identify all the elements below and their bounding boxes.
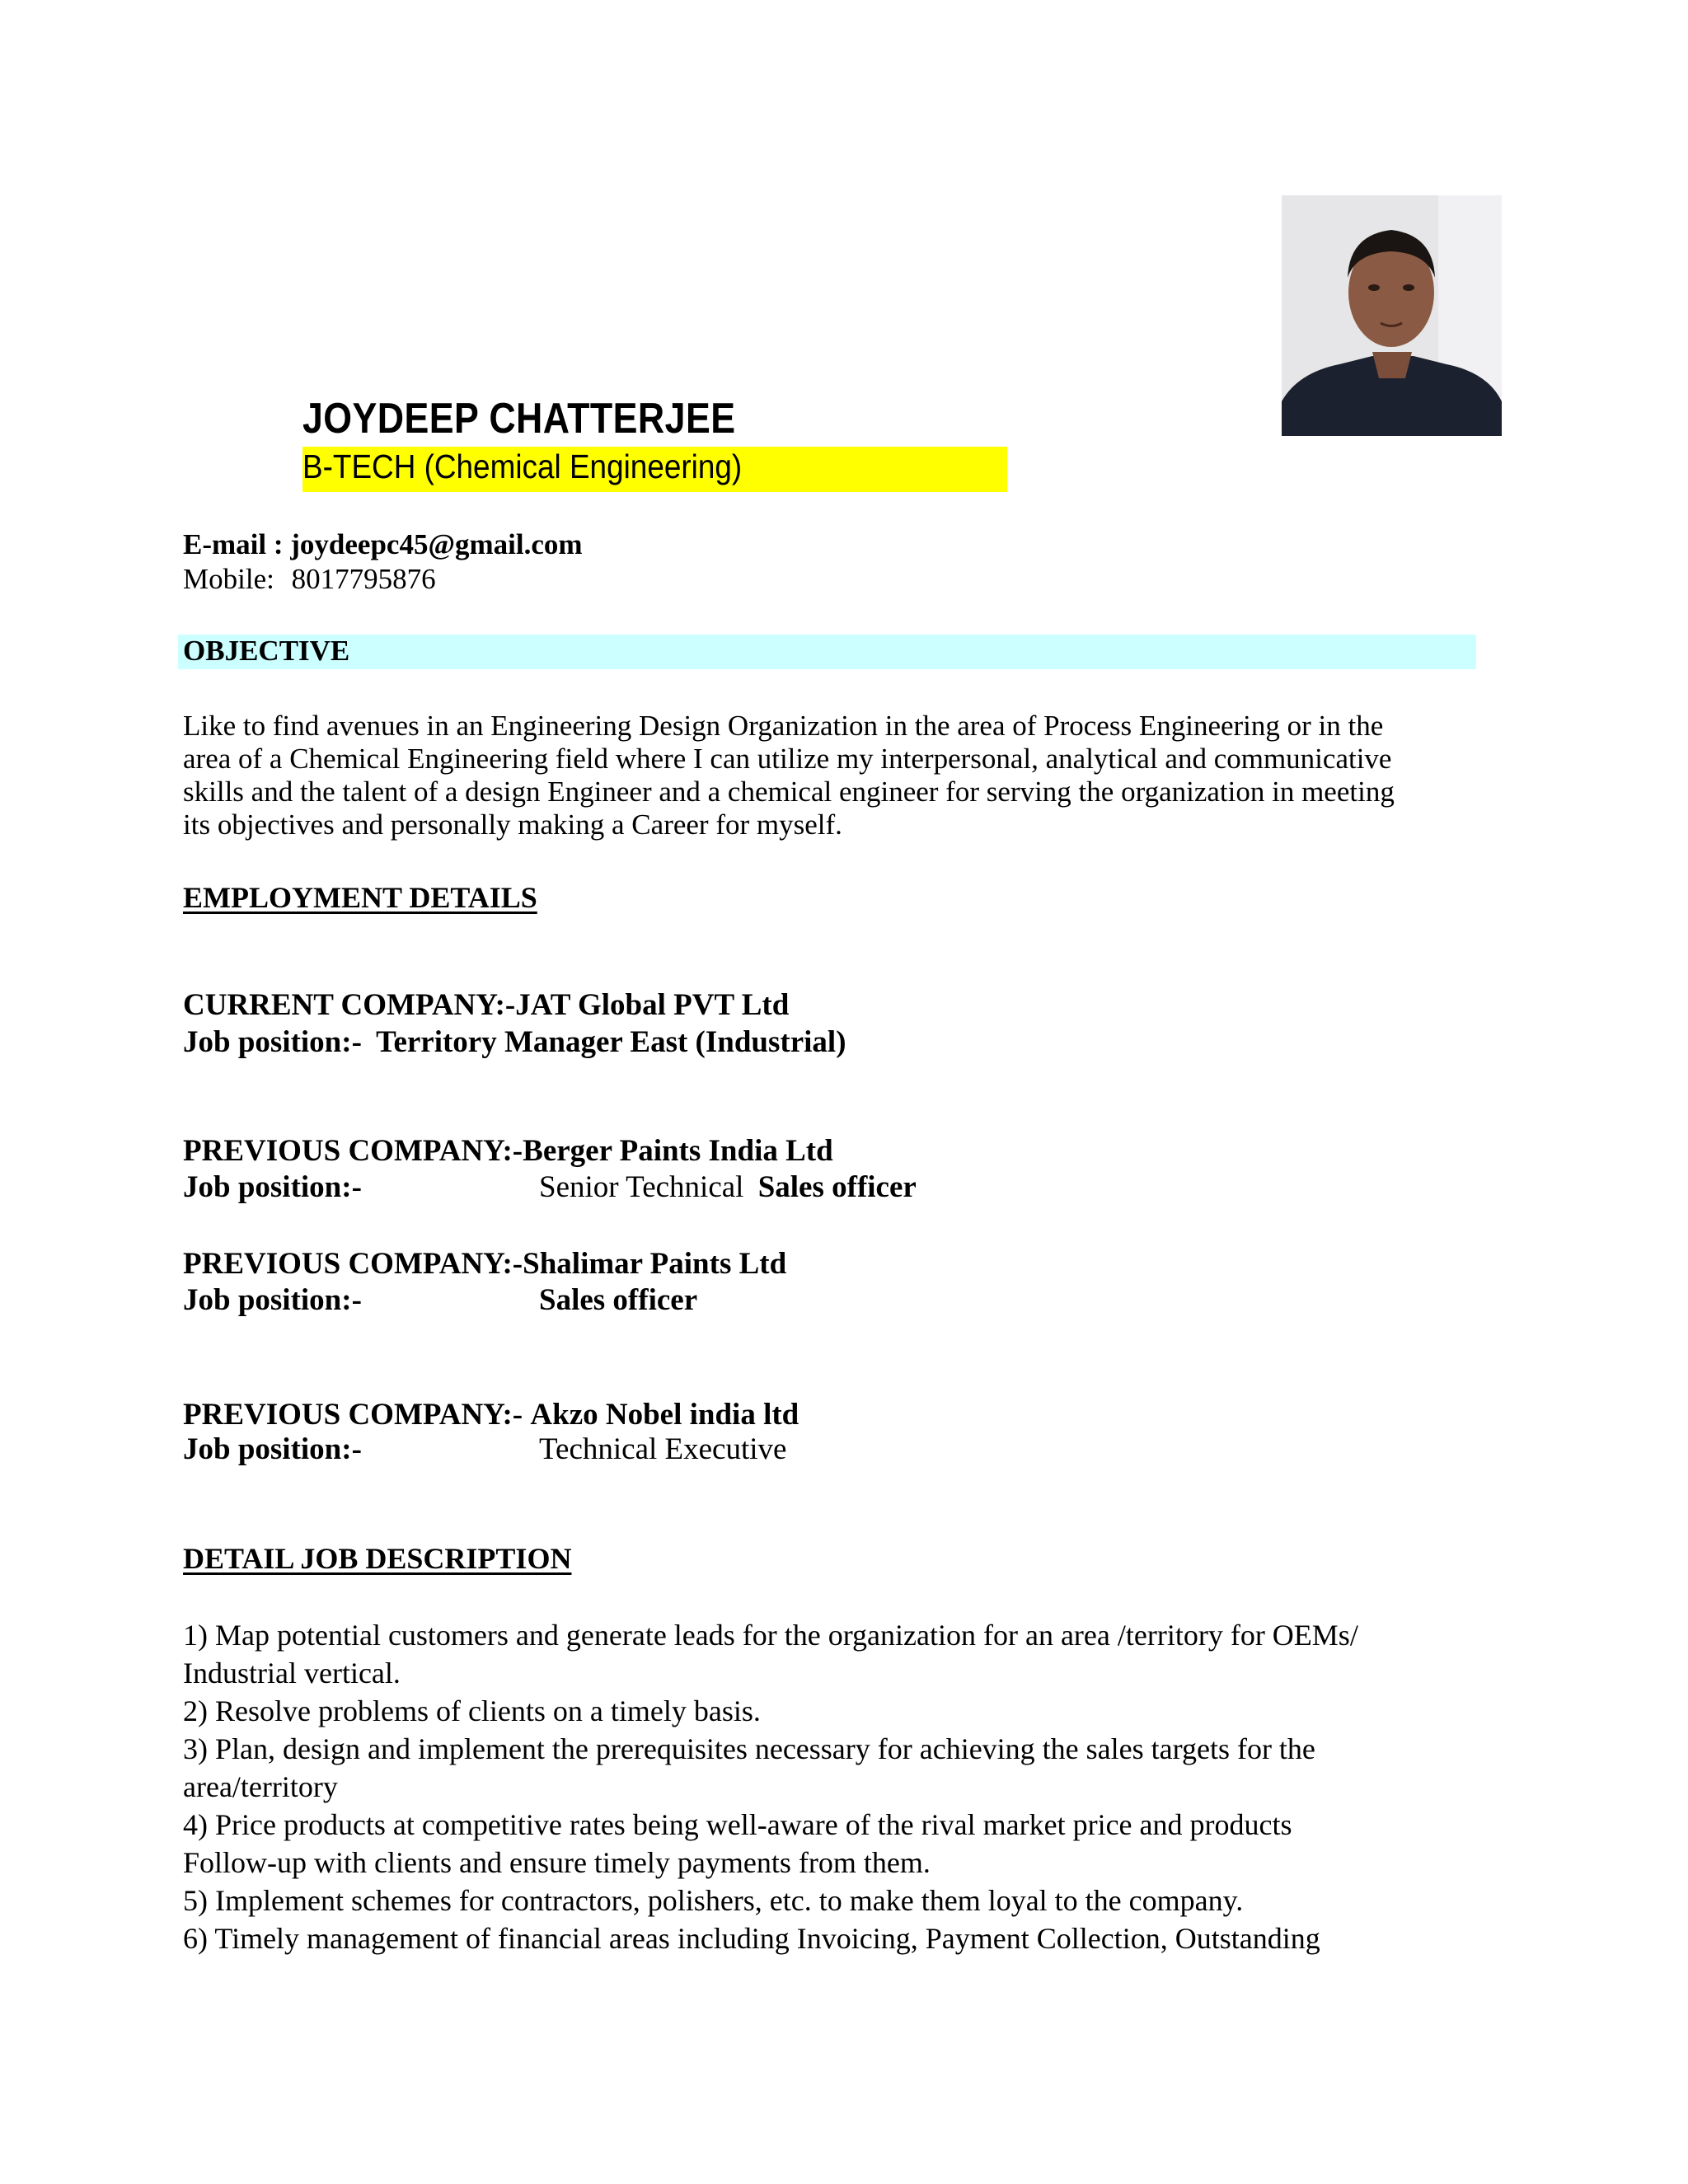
current-company-line — [183, 987, 789, 1023]
current-company-label: CURRENT COMPANY:- — [183, 988, 516, 1022]
job-description-line: 3) Plan, design and implement the prerequisites necessary for achieving the sales targets for the — [183, 1732, 1315, 1765]
job-description-line: 4) Price products at competitive rates being well-aware of the rival market price and products — [183, 1808, 1292, 1841]
mobile-value: 8017795876 — [291, 563, 436, 595]
job-description-line: 2) Resolve problems of clients on a timely basis. — [183, 1694, 761, 1727]
candidate-name: JOYDEEP CHATTERJEE — [302, 395, 736, 443]
job-description-line: 5) Implement schemes for contractors, polishers, etc. to make them loyal to the company. — [183, 1884, 1244, 1917]
degree-title: B-TECH (Chemical Engineering) — [302, 448, 743, 485]
previous-position-label: Job position:- — [183, 1283, 362, 1317]
email-line — [183, 528, 583, 561]
current-company-name: JAT Global PVT Ltd — [515, 988, 790, 1022]
previous-company-name: Akzo Nobel india ltd — [530, 1398, 799, 1432]
job-description-line: Follow-up with clients and ensure timely payments from them. — [183, 1846, 931, 1879]
employment-heading: EMPLOYMENT DETAILS — [183, 881, 537, 914]
email-label: E-mail : — [183, 528, 284, 560]
job-description-line: 1) Map potential customers and generate leads for the organization for an area /territory for OEMs/ — [183, 1619, 1358, 1652]
job-description-line: Industrial vertical. — [183, 1657, 401, 1690]
objective-line: skills and the talent of a design Engineer and a chemical engineer for serving the organization in meeting — [183, 776, 1395, 808]
previous-company-label: PREVIOUS COMPANY:- — [183, 1398, 523, 1432]
mobile-line — [183, 563, 436, 596]
previous-company-label: PREVIOUS COMPANY:- — [183, 1247, 523, 1281]
email-value[interactable]: joydeepc45@gmail.com — [290, 528, 583, 560]
objective-band — [178, 635, 1476, 669]
previous-company-line — [183, 1246, 786, 1282]
position-bold: Sales officer — [539, 1283, 698, 1317]
previous-company-name: Shalimar Paints Ltd — [523, 1247, 787, 1281]
previous-position-label: Job position:- — [183, 1170, 362, 1204]
position-regular: Senior Technical — [539, 1170, 744, 1204]
previous-position-label: Job position:- — [183, 1432, 362, 1466]
objective-line: its objectives and personally making a Career for myself. — [183, 808, 842, 841]
current-position-label: Job position:- — [183, 1025, 362, 1059]
job-description-line: area/territory — [183, 1770, 338, 1803]
previous-position — [539, 1169, 917, 1205]
current-position-line — [183, 1024, 846, 1060]
mobile-label: Mobile: — [183, 563, 274, 595]
previous-position — [539, 1282, 697, 1318]
job-description-line: 6) Timely management of financial areas including Invoicing, Payment Collection, Outstanding — [183, 1922, 1320, 1955]
profile-photo — [1282, 195, 1502, 436]
job-description-heading: DETAIL JOB DESCRIPTION — [183, 1542, 572, 1575]
objective-line: Like to find avenues in an Engineering Design Organization in the area of Process Engineering or in the — [183, 710, 1384, 742]
objective-line: area of a Chemical Engineering field where I can utilize my interpersonal, analytical and communicative — [183, 743, 1392, 775]
objective-heading: OBJECTIVE — [183, 635, 350, 667]
previous-company-name: Berger Paints India Ltd — [523, 1134, 833, 1168]
previous-company-line — [183, 1133, 833, 1169]
previous-company-line — [183, 1397, 799, 1432]
position-bold: Sales officer — [757, 1170, 917, 1204]
current-position: Territory Manager East (Industrial) — [376, 1025, 846, 1059]
previous-company-label: PREVIOUS COMPANY:- — [183, 1134, 523, 1168]
previous-position: Technical Executive — [539, 1432, 787, 1466]
